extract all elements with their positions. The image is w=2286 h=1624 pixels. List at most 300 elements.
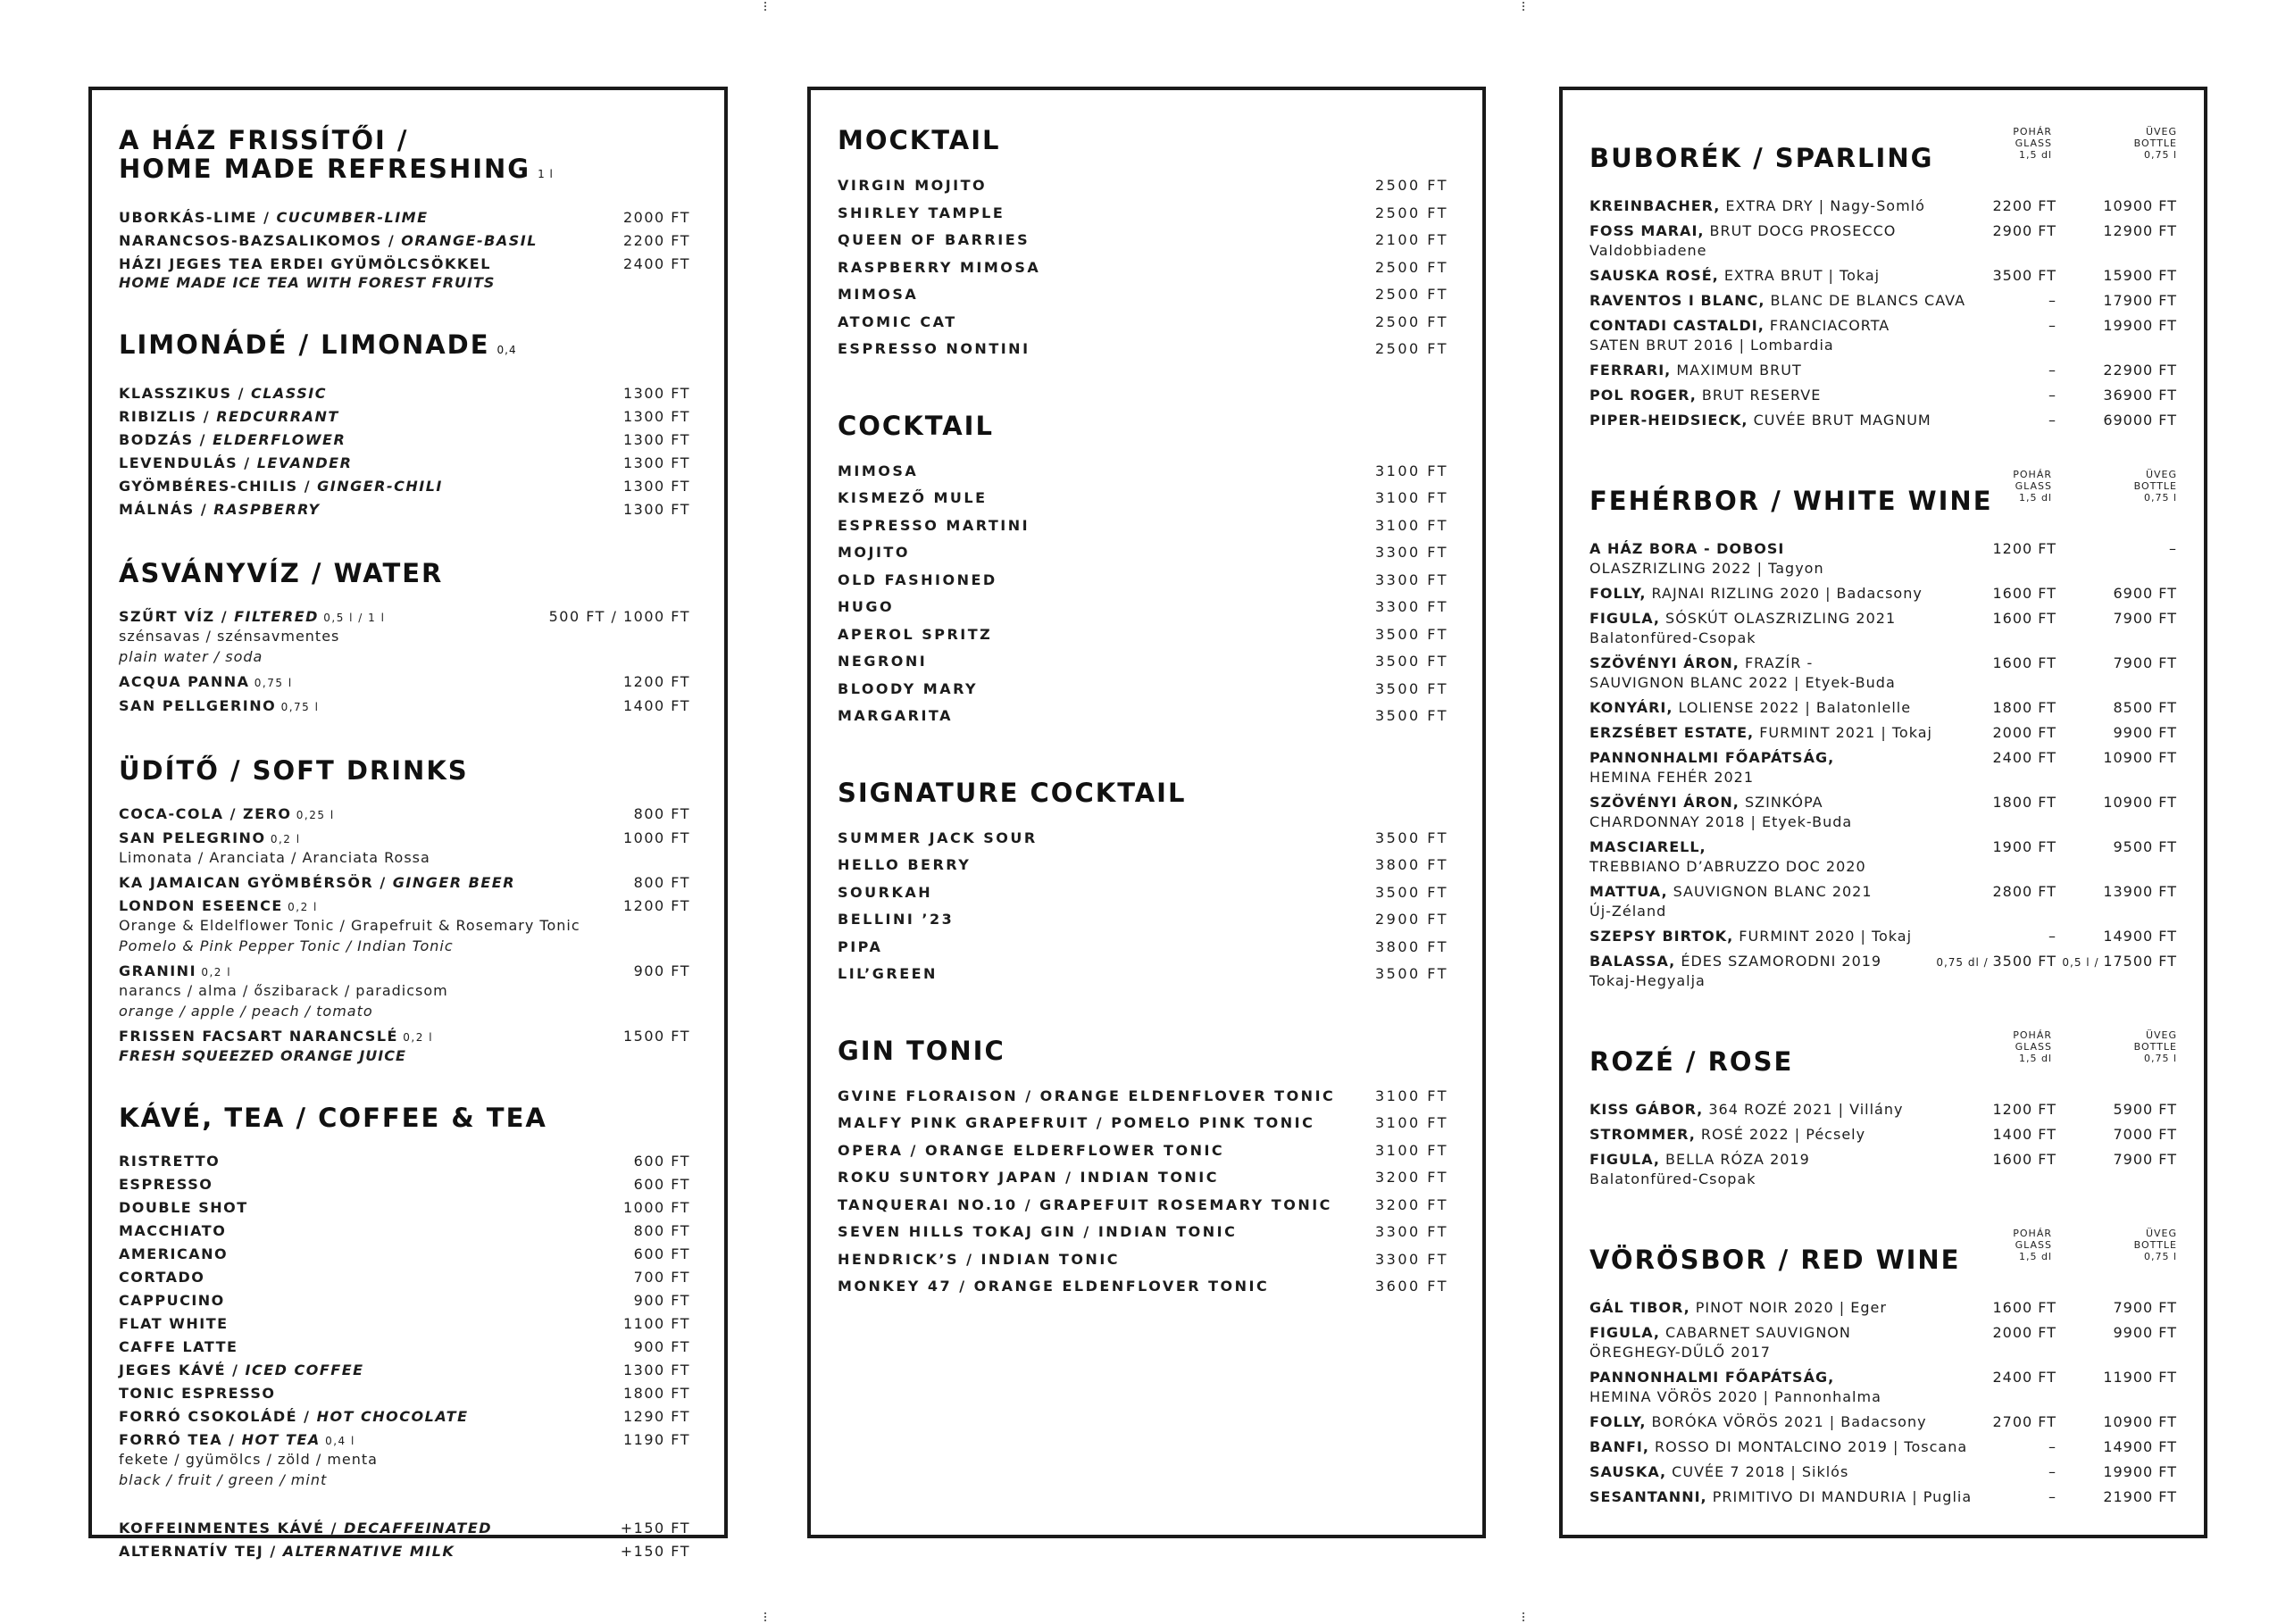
item-list <box>119 206 690 293</box>
bottle-price <box>2103 386 2177 405</box>
menu-item <box>119 229 690 253</box>
section-title <box>1589 1047 1793 1076</box>
item-name-en: REDCURRANT <box>216 408 339 425</box>
item-list <box>838 825 1448 988</box>
item-size: 0,2 l <box>282 901 318 913</box>
item-name <box>838 648 927 676</box>
menu-item <box>838 309 1448 337</box>
item-name-text: UBORKÁS-LIME / <box>119 209 277 226</box>
menu-item <box>838 934 1448 962</box>
glass-price-value: 1800 FT <box>1992 794 2057 811</box>
item-price: 3300 FT <box>1375 1250 1448 1268</box>
item-name-text: MÁLNÁS / <box>119 501 214 518</box>
item-price: 1200 FT <box>623 897 690 914</box>
item-name <box>119 827 301 851</box>
wine-item <box>1589 651 2177 695</box>
item-price: 600 FT <box>633 1153 690 1170</box>
section-title-text: ÜDÍTŐ / SOFT DRINKS <box>119 755 469 786</box>
menu-section <box>119 1103 690 1563</box>
item-name-en: HOT CHOCOLATE <box>316 1408 469 1425</box>
bottle-header <box>2134 1228 2177 1262</box>
wine-label: ÉDES SZAMORODNI 2019 <box>1675 953 1882 970</box>
wine-name <box>1589 1150 1982 1189</box>
wine-origin: Tokaj-Hegyalja <box>1589 972 1706 989</box>
item-name <box>119 1359 364 1382</box>
item-name-text: SOURKAH <box>838 883 933 901</box>
wine-label: ROSÉ 2022 | Pécsely <box>1695 1126 1866 1143</box>
item-name <box>838 703 953 730</box>
glass-price-value: 3500 FT <box>1992 267 2057 284</box>
bottle-price <box>2103 266 2177 286</box>
spacer <box>119 1494 690 1512</box>
item-name-text: BLOODY MARY <box>838 679 979 697</box>
wine-producer: SZÖVÉNYI ÁRON, <box>1589 794 1740 811</box>
wine-name-line <box>1589 386 1982 405</box>
menu-item <box>119 1289 690 1312</box>
wine-section <box>1589 469 2177 994</box>
bottle-price <box>2103 1412 2177 1432</box>
item-name <box>119 429 346 452</box>
item-list <box>838 458 1448 730</box>
item-price: 1300 FT <box>623 1362 690 1378</box>
panel-cocktails <box>807 87 1486 1538</box>
glass-price-value: – <box>2048 928 2057 945</box>
glass-price <box>1993 1150 2057 1170</box>
bottle-header-line: ÜVEG <box>2145 469 2177 480</box>
item-name-text: HELLO BERRY <box>838 856 972 873</box>
glass-header-line: GLASS <box>2015 480 2052 492</box>
menu-item <box>838 567 1448 595</box>
item-name-text: FORRÓ CSOKOLÁDÉ / <box>119 1408 317 1425</box>
wine-item <box>1589 745 2177 790</box>
section-title-text: MOCKTAIL <box>838 125 1001 155</box>
item-name-en: DECAFFEINATED <box>344 1520 493 1537</box>
wine-name <box>1589 1100 1982 1120</box>
wine-producer: FIGULA, <box>1589 1151 1660 1168</box>
wine-origin: Valdobbiadene <box>1589 242 1707 259</box>
glass-price <box>1993 539 2057 559</box>
item-name <box>119 695 319 719</box>
bottle-header-line: BOTTLE <box>2133 1041 2177 1053</box>
wine-label: BORÓKA VÖRÖS 2021 | Badacsony <box>1646 1413 1927 1430</box>
item-price: 3100 FT <box>1375 1087 1448 1104</box>
glass-header <box>2013 1029 2052 1064</box>
wine-name-line <box>1589 723 1982 743</box>
wine-name-line <box>1589 1368 1982 1387</box>
menu-item <box>119 827 690 851</box>
glass-header-line: POHÁR <box>2013 1228 2052 1239</box>
menu-item <box>119 382 690 405</box>
section-title <box>838 779 1448 807</box>
item-size: 0,75 l <box>276 701 320 713</box>
glass-header-line: POHÁR <box>2013 1029 2052 1041</box>
menu-item <box>119 605 690 629</box>
item-name-en: ICED COFFEE <box>245 1362 364 1378</box>
item-price: 1300 FT <box>623 454 690 471</box>
bottle-price-value: 9900 FT <box>2113 1324 2177 1341</box>
menu-item <box>838 879 1448 907</box>
item-name-text: RIBIZLIS / <box>119 408 217 425</box>
glass-price <box>1993 584 2057 604</box>
item-name <box>119 1312 229 1336</box>
bottle-price <box>2103 361 2177 380</box>
item-name <box>838 621 992 649</box>
wine-name-line <box>1589 1412 1982 1432</box>
wine-section <box>1589 1029 2177 1192</box>
item-name-text: GVINE FLORAISON / ORANGE ELDENFLOVER TONIC <box>838 1087 1336 1104</box>
bottle-price-value: 14900 FT <box>2103 1438 2177 1455</box>
item-price: 3100 FT <box>1375 1141 1448 1159</box>
item-name-text: LONDON ESEENCE <box>119 897 283 914</box>
wine-label: EXTRA DRY | Nagy-Somló <box>1720 197 1925 214</box>
wine-name <box>1589 793 1982 832</box>
wine-producer: KREINBACHER, <box>1589 197 1721 214</box>
wine-item <box>1589 383 2177 408</box>
bottle-header-line: BOTTLE <box>2133 137 2177 149</box>
item-price: 2500 FT <box>1375 286 1448 303</box>
item-price: +150 FT <box>620 1520 690 1537</box>
item-description-en: Pomelo & Pink Pepper Tonic / Indian Tonic <box>119 937 454 954</box>
item-price: 3500 FT <box>1375 679 1448 697</box>
item-name-text: KA JAMAICAN GYÖMBÉRSÖR / <box>119 874 393 891</box>
menu-item <box>119 871 690 895</box>
wine-item <box>1589 358 2177 383</box>
bottle-price-value: 11900 FT <box>2103 1369 2177 1386</box>
wine-item <box>1589 408 2177 433</box>
item-name <box>119 871 515 895</box>
bottle-price-value: 10900 FT <box>2103 749 2177 766</box>
wine-label: CUVÉE 7 2018 | Siklós <box>1666 1463 1849 1480</box>
item-price: 900 FT <box>633 1292 690 1309</box>
item-price: 3300 FT <box>1375 570 1448 588</box>
glass-price-value: – <box>2048 1463 2057 1480</box>
wine-producer: RAVENTOS I BLANC, <box>1589 292 1765 309</box>
glass-price-value: 1900 FT <box>1992 838 2057 855</box>
item-name-text: JEGES KÁVÉ / <box>119 1362 246 1378</box>
wine-name-line <box>1589 927 1982 946</box>
wine-producer: BANFI, <box>1589 1438 1649 1455</box>
bottle-price-value: 15900 FT <box>2103 267 2177 284</box>
wine-label: MAXIMUM BRUT <box>1671 362 1802 379</box>
item-price: 3500 FT <box>1375 965 1448 982</box>
wine-item <box>1589 581 2177 606</box>
wine-name-line <box>1589 1487 1982 1507</box>
wine-label: BLANC DE BLANCS CAVA <box>1765 292 1966 309</box>
wine-name <box>1589 1437 1982 1457</box>
bottle-price-value: 17500 FT <box>2103 953 2177 970</box>
item-price: +150 FT <box>620 1543 690 1560</box>
wine-producer: POL ROGER, <box>1589 387 1697 404</box>
menu-section <box>119 126 690 293</box>
menu-item <box>838 621 1448 649</box>
item-name <box>119 1266 204 1289</box>
menu-item <box>119 1336 690 1359</box>
item-description-en: FRESH SQUEEZED ORANGE JUICE <box>119 1047 406 1064</box>
item-name <box>119 1405 469 1428</box>
menu-item <box>838 512 1448 540</box>
item-name-text: GYÖMBÉRES-CHILIS / <box>119 478 318 495</box>
wine-item <box>1589 1097 2177 1122</box>
bottle-price <box>2114 1323 2178 1343</box>
item-name <box>119 605 385 629</box>
item-name-text: ATOMIC CAT <box>838 312 957 330</box>
glass-price <box>2048 1462 2057 1482</box>
menu-item <box>838 825 1448 853</box>
section-title-line: A HÁZ FRISSÍTŐI / <box>119 125 409 155</box>
item-name <box>119 1382 276 1405</box>
wine-name <box>1589 698 1982 718</box>
wine-item <box>1589 288 2177 313</box>
bottle-price-value: 10900 FT <box>2103 197 2177 214</box>
wine-producer: SESANTANNI, <box>1589 1488 1707 1505</box>
wine-producer: PIPER-HEIDSIECK, <box>1589 412 1748 429</box>
glass-price <box>1993 1125 2057 1145</box>
wine-producer: FIGULA, <box>1589 610 1660 627</box>
menu-item <box>119 475 690 498</box>
item-name <box>838 676 978 704</box>
wine-item <box>1589 606 2177 651</box>
item-price: 2500 FT <box>1375 258 1448 276</box>
item-name-text: SUMMER JACK SOUR <box>838 829 1038 846</box>
section-title <box>838 126 1448 154</box>
item-price: 3100 FT <box>1375 462 1448 479</box>
menu-item <box>838 1273 1448 1301</box>
menu-section <box>838 779 1448 988</box>
section-title-text: BUBORÉK / SPARLING <box>1589 143 1934 173</box>
menu-item <box>838 336 1448 363</box>
glass-price-value: 1400 FT <box>1992 1126 2057 1143</box>
item-name-text: BODZÁS / <box>119 431 213 448</box>
glass-price-value: 2700 FT <box>1992 1413 2057 1430</box>
item-price: 1000 FT <box>623 1199 690 1216</box>
item-name <box>838 254 1040 282</box>
item-description: Orange & Eldelflower Tonic / Grapefruit & Rosemary Tonic <box>119 917 580 934</box>
glass-price <box>1993 723 2057 743</box>
wine-label: 364 ROZÉ 2021 | Villány <box>1703 1101 1904 1118</box>
glass-price <box>1993 1298 2057 1318</box>
section-unit: 0,4 <box>496 344 517 356</box>
item-price: 700 FT <box>633 1269 690 1286</box>
item-name-text: MIMOSA <box>838 286 919 303</box>
item-description: narancs / alma / őszibarack / paradicsom <box>119 982 448 999</box>
item-name-text: MONKEY 47 / ORANGE ELDENFLOVER TONIC <box>838 1278 1270 1295</box>
item-name-en: CLASSIC <box>250 385 327 402</box>
glass-header-line: GLASS <box>2015 1239 2052 1251</box>
item-name-en: ELDERFLOWER <box>213 431 346 448</box>
item-price: 3100 FT <box>1375 489 1448 506</box>
bottle-price-value: 5900 FT <box>2113 1101 2177 1118</box>
item-name <box>119 1173 213 1196</box>
wine-label: PRIMITIVO DI MANDURIA | Puglia <box>1706 1488 1973 1505</box>
wine-item <box>1589 835 2177 879</box>
item-name-text: GRANINI <box>119 962 197 979</box>
wine-label: SÓSKÚT OLASZRIZLING 2021 <box>1659 610 1897 627</box>
item-name-text: HENDRICK’S / INDIAN TONIC <box>838 1250 1121 1268</box>
glass-price-value: 1600 FT <box>1992 654 2057 671</box>
glass-price-value: 1600 FT <box>1992 1151 2057 1168</box>
wine-name <box>1589 952 1982 991</box>
wine-origin: Új-Zéland <box>1589 903 1667 920</box>
section-title <box>1589 1245 1961 1274</box>
wine-item <box>1589 1295 2177 1320</box>
item-name-text: SHIRLEY TAMPLE <box>838 204 1005 221</box>
item-name-text: ACQUA PANNA <box>119 673 250 690</box>
glass-price-value: 2200 FT <box>1992 197 2057 214</box>
wine-section <box>1589 126 2177 433</box>
menu-item <box>119 1382 690 1405</box>
wine-producer: FOLLY, <box>1589 1413 1647 1430</box>
section-title-text: COCKTAIL <box>838 410 994 441</box>
wine-label: CUVÉE BRUT MAGNUM <box>1748 412 1931 429</box>
bottle-price <box>2114 723 2178 743</box>
glass-header <box>2013 126 2052 161</box>
wine-name <box>1589 291 1982 311</box>
item-name-en: CUCUMBER-LIME <box>276 209 429 226</box>
item-price: 600 FT <box>633 1245 690 1262</box>
item-name-text: MALFY PINK GRAPEFRUIT / POMELO PINK TONIC <box>838 1114 1315 1131</box>
wine-item <box>1589 1320 2177 1365</box>
wine-name-line <box>1589 882 1982 902</box>
item-name-text: FRISSEN FACSART NARANCSLÉ <box>119 1028 398 1045</box>
bottle-price <box>2114 654 2178 673</box>
wine-producer: FERRARI, <box>1589 362 1672 379</box>
wine-label: SZINKÓPA <box>1739 794 1823 811</box>
wine-producer: PANNONHALMI FŐAPÁTSÁG, <box>1589 1369 1835 1386</box>
menu-item <box>119 1266 690 1289</box>
glass-price-value: 2400 FT <box>1992 1369 2057 1386</box>
item-name-text: TANQUERAI NO.10 / GRAPEFUIT ROSEMARY TONIC <box>838 1195 1332 1213</box>
glass-price-value: 3500 FT <box>1992 953 2057 970</box>
menu-item <box>119 1405 690 1428</box>
item-name-text: OLD FASHIONED <box>838 570 997 588</box>
wine-name-line <box>1589 266 1982 286</box>
item-name <box>119 670 293 695</box>
wine-label: EXTRA BRUT | Tokaj <box>1718 267 1881 284</box>
item-name-text: HÁZI JEGES TEA ERDEI GYÜMÖLCSÖKKEL <box>119 255 491 272</box>
item-name <box>119 1428 355 1453</box>
section-header <box>1589 126 2177 188</box>
menu-item <box>838 1219 1448 1246</box>
item-size: 0,2 l <box>196 966 232 979</box>
bottle-price-value: 22900 FT <box>2103 362 2177 379</box>
item-description: szénsavas / szénsavmentes <box>119 628 340 645</box>
glass-price-value: 2000 FT <box>1992 1324 2057 1341</box>
glass-header-line: 1,5 dl <box>2018 492 2052 504</box>
wine-name <box>1589 1125 1982 1145</box>
item-name-text: FORRÓ TEA / <box>119 1431 242 1448</box>
bottle-price-value: 10900 FT <box>2103 1413 2177 1430</box>
item-price: 1300 FT <box>623 385 690 402</box>
glass-price-value: – <box>2048 317 2057 334</box>
item-name-text: AMERICANO <box>119 1245 229 1262</box>
wine-item <box>1589 219 2177 263</box>
bottle-header <box>2134 1029 2177 1064</box>
bottle-price <box>2114 698 2178 718</box>
glass-size: 0,75 dl / <box>1936 956 1993 969</box>
item-name <box>119 960 231 984</box>
item-name <box>838 961 938 988</box>
wine-name-line <box>1589 793 1982 812</box>
wine-producer: SAUSKA, <box>1589 1463 1667 1480</box>
item-name-en: FILTERED <box>234 608 319 625</box>
item-name <box>838 200 1005 228</box>
section-header <box>1589 1228 2177 1290</box>
bottle-price-value: 8500 FT <box>2113 699 2177 716</box>
glass-price <box>1993 654 2057 673</box>
item-description-en: plain water / soda <box>119 648 263 665</box>
item-name-text: MOJITO <box>838 544 910 561</box>
item-price: 3200 FT <box>1375 1169 1448 1186</box>
bottle-price <box>2103 316 2177 336</box>
glass-price-value: 1800 FT <box>1992 699 2057 716</box>
wine-name <box>1589 411 1982 430</box>
bottle-price-value: 14900 FT <box>2103 928 2177 945</box>
item-price: 3100 FT <box>1375 1114 1448 1131</box>
glass-price <box>1993 1323 2057 1343</box>
item-price: 900 FT <box>633 1338 690 1355</box>
menu-item <box>838 676 1448 704</box>
item-name <box>838 485 988 512</box>
wine-origin: HEMINA VÖRÖS 2020 | Pannonhalma <box>1589 1388 1881 1405</box>
wine-name <box>1589 1487 1982 1507</box>
bottle-price-value: 9500 FT <box>2113 838 2177 855</box>
wine-item <box>1589 537 2177 581</box>
menu-item <box>838 1192 1448 1220</box>
wine-producer: FOSS MARAI, <box>1589 222 1705 239</box>
menu-item <box>119 1220 690 1243</box>
section-title <box>838 1037 1448 1065</box>
wine-producer: ERZSÉBET ESTATE, <box>1589 724 1755 741</box>
item-name <box>838 934 882 962</box>
menu-section <box>838 412 1448 730</box>
wine-producer: PANNONHALMI FŐAPÁTSÁG, <box>1589 749 1835 766</box>
wine-name-line <box>1589 1125 1982 1145</box>
wine-item <box>1589 720 2177 745</box>
glass-price <box>2048 927 2057 946</box>
wine-producer: SAUSKA ROSÉ, <box>1589 267 1719 284</box>
section-title <box>119 126 690 188</box>
item-name-text: TONIC ESPRESSO <box>119 1385 276 1402</box>
item-name <box>119 1517 492 1540</box>
item-list <box>119 382 690 521</box>
menu-item <box>119 1025 690 1049</box>
wine-producer: FIGULA, <box>1589 1324 1660 1341</box>
glass-price-value: 1600 FT <box>1992 1299 2057 1316</box>
item-name <box>119 206 429 229</box>
item-price: 3600 FT <box>1375 1278 1448 1295</box>
glass-price <box>1993 837 2057 857</box>
item-name-text: CAPPUCINO <box>119 1292 225 1309</box>
item-price: 3500 FT <box>1375 883 1448 901</box>
bottle-header-line: ÜVEG <box>2145 1228 2177 1239</box>
wine-name <box>1589 1298 1982 1318</box>
wine-name <box>1589 1323 1982 1362</box>
section-title-text: HOME MADE REFRESHING <box>119 154 531 184</box>
glass-header-line: POHÁR <box>2013 126 2052 137</box>
item-name-text: DOUBLE SHOT <box>119 1199 248 1216</box>
bottle-price-value: 19900 FT <box>2103 317 2177 334</box>
wine-name-line <box>1589 196 1982 216</box>
item-name-text: APEROL SPRITZ <box>838 625 993 643</box>
menu-item <box>838 906 1448 934</box>
menu-item <box>838 1083 1448 1111</box>
glass-price-value: 2800 FT <box>1992 883 2057 900</box>
wine-producer: SZÖVÉNYI ÁRON, <box>1589 654 1740 671</box>
wine-name <box>1589 221 1982 261</box>
wine-producer: STROMMER, <box>1589 1126 1696 1143</box>
item-name-text: RISTRETTO <box>119 1153 221 1170</box>
item-list <box>119 1150 690 1490</box>
